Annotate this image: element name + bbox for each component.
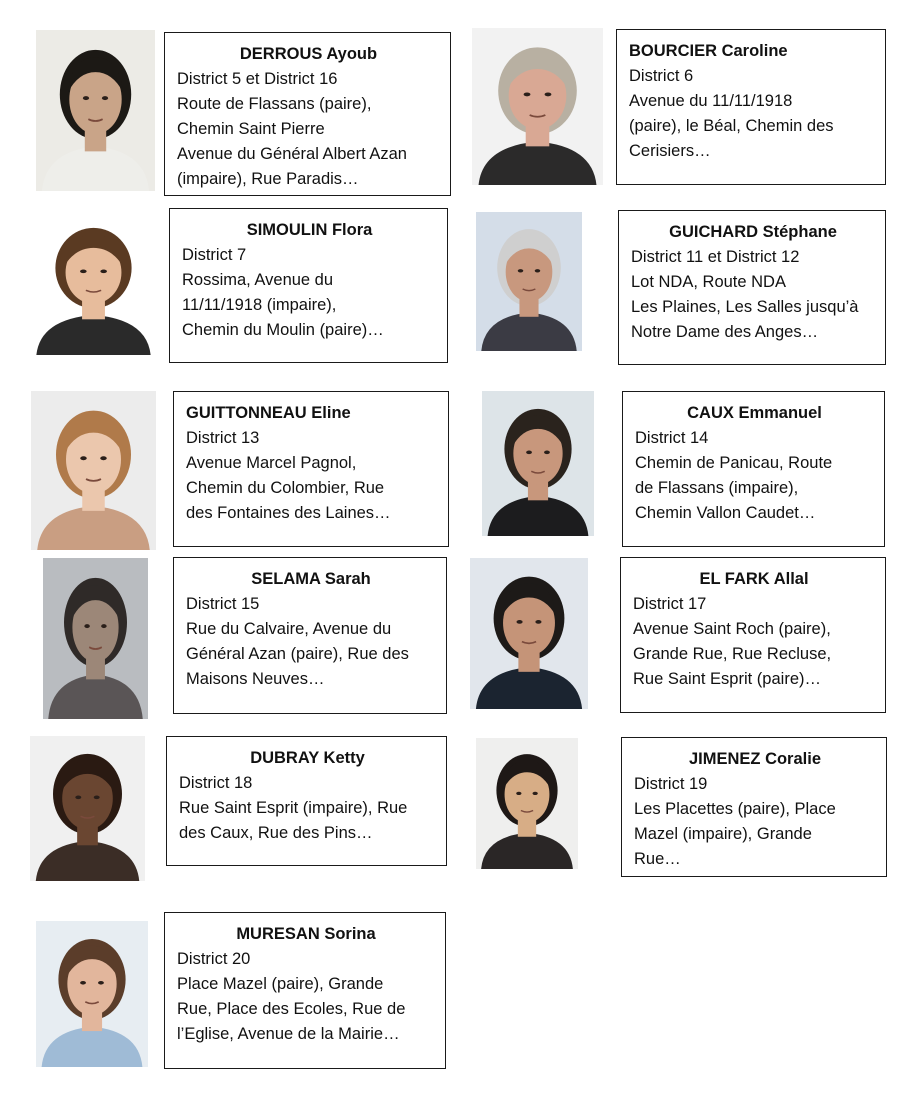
portrait-icon	[36, 921, 148, 1067]
agent-streets-line: Notre Dame des Anges…	[631, 323, 819, 341]
agent-streets-line: Avenue du 11/11/1918	[629, 92, 793, 110]
portrait-icon	[30, 736, 145, 881]
agent-streets-line: de Flassans (impaire),	[635, 479, 799, 497]
agent-streets-line: Grande Rue, Rue Recluse,	[633, 645, 832, 663]
agent-streets-line: Rue…	[634, 850, 681, 868]
portrait-icon	[43, 558, 148, 719]
agent-district: District 7	[182, 246, 247, 264]
agent-district: District 15	[186, 595, 260, 613]
portrait-icon	[482, 391, 594, 536]
agent-streets-line: Chemin Saint Pierre	[177, 120, 325, 138]
portrait-icon	[476, 738, 578, 869]
agent-streets-line: Rossima, Avenue du	[182, 271, 334, 289]
portrait-icon	[472, 28, 603, 185]
portrait-icon	[30, 210, 157, 355]
agent-streets-line: (paire), le Béal, Chemin des	[629, 117, 834, 135]
agent-name: GUICHARD Stéphane	[669, 223, 837, 241]
agent-photo	[30, 736, 145, 881]
agent-streets-line: Rue Saint Esprit (paire)…	[633, 670, 821, 688]
agent-card	[620, 557, 886, 713]
agent-card	[173, 557, 447, 714]
agent-card	[621, 737, 887, 877]
agent-card	[616, 29, 886, 185]
agent-streets-line: Chemin du Moulin (paire)…	[182, 321, 384, 339]
agent-card	[166, 736, 447, 866]
agent-name: CAUX Emmanuel	[687, 404, 822, 422]
portrait-icon	[470, 558, 588, 709]
agent-name: EL FARK Allal	[699, 570, 809, 588]
agent-streets-line: Avenue Marcel Pagnol,	[186, 454, 357, 472]
agent-streets-line: Général Azan (paire), Rue des	[186, 645, 409, 663]
agent-streets-line: Les Plaines, Les Salles jusqu’à	[631, 298, 859, 316]
agent-streets-line: Rue du Calvaire, Avenue du	[186, 620, 392, 638]
agent-district: District 17	[633, 595, 707, 613]
portrait-icon	[31, 391, 156, 550]
agent-name: DERROUS Ayoub	[239, 45, 378, 63]
agent-streets-line: Rue, Place des Ecoles, Rue de	[177, 1000, 406, 1018]
agent-photo	[43, 558, 148, 719]
agent-district: District 18	[179, 774, 253, 792]
agent-streets-line: Chemin du Colombier, Rue	[186, 479, 385, 497]
agent-card	[622, 391, 885, 547]
agent-district: District 19	[634, 775, 708, 793]
agent-streets-line: 11/11/1918 (impaire),	[182, 296, 337, 314]
agent-district: District 20	[177, 950, 251, 968]
agent-district: District 14	[635, 429, 709, 447]
agent-streets-line: des Fontaines des Laines…	[186, 504, 391, 522]
agent-district: District 6	[629, 67, 694, 85]
agent-streets-line: Avenue du Général Albert Azan	[177, 145, 407, 163]
agent-streets-line: Cerisiers…	[629, 142, 711, 160]
agent-photo	[472, 28, 603, 185]
agent-streets-line: Les Placettes (paire), Place	[634, 800, 836, 818]
agent-card	[164, 32, 451, 196]
portrait-icon	[36, 30, 155, 191]
agent-photo	[30, 210, 157, 355]
agent-photo	[482, 391, 594, 536]
agent-streets-line: Mazel (impaire), Grande	[634, 825, 812, 843]
agent-streets-line: l’Eglise, Avenue de la Mairie…	[177, 1025, 400, 1043]
agent-streets-line: Rue Saint Esprit (impaire), Rue	[179, 799, 408, 817]
agent-photo	[476, 738, 578, 869]
agent-streets-line: Route de Flassans (paire),	[177, 95, 372, 113]
agent-streets-line: Maisons Neuves…	[186, 670, 325, 688]
agent-district: District 5 et District 16	[177, 70, 338, 88]
agent-photo	[36, 30, 155, 191]
agent-name: JIMENEZ Coralie	[688, 750, 822, 768]
agent-name: DUBRAY Ketty	[250, 749, 365, 767]
agent-streets-line: Chemin de Panicau, Route	[635, 454, 833, 472]
agent-name: SIMOULIN Flora	[246, 221, 373, 239]
agent-name: SELAMA Sarah	[251, 570, 371, 588]
agent-name: MURESAN Sorina	[236, 925, 376, 943]
agent-photo	[476, 212, 582, 351]
agent-card	[618, 210, 886, 365]
agent-photo	[31, 391, 156, 550]
agent-streets-line: Lot NDA, Route NDA	[631, 273, 786, 291]
agent-streets-line: Place Mazel (paire), Grande	[177, 975, 384, 993]
agent-district: District 11 et District 12	[631, 248, 800, 266]
agent-district: District 13	[186, 429, 260, 447]
agent-card	[169, 208, 448, 363]
agent-card	[173, 391, 449, 547]
agent-name: GUITTONNEAU Eline	[186, 404, 351, 422]
agent-card	[164, 912, 446, 1069]
agent-photo	[36, 921, 148, 1067]
agent-streets-line: Chemin Vallon Caudet…	[635, 504, 816, 522]
agent-name: BOURCIER Caroline	[629, 42, 788, 60]
agent-streets-line: des Caux, Rue des Pins…	[179, 824, 373, 842]
agent-streets-line: Avenue Saint Roch (paire),	[633, 620, 831, 638]
agent-streets-line: (impaire), Rue Paradis…	[177, 170, 359, 188]
agent-photo	[470, 558, 588, 709]
portrait-icon	[476, 212, 582, 351]
